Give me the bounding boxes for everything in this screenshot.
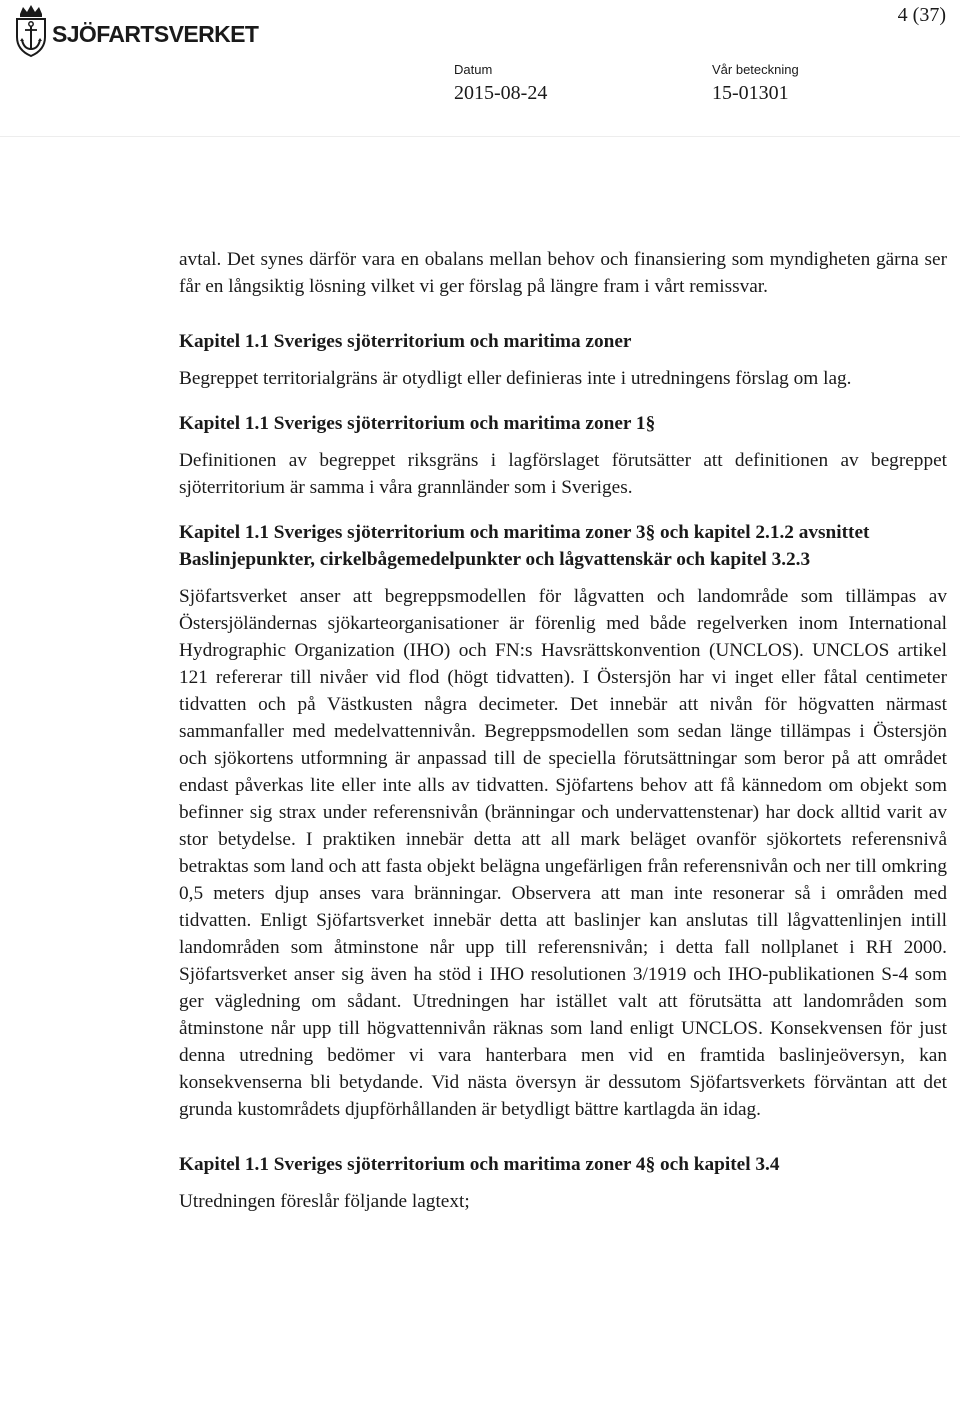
reference-label: Vår beteckning [712, 62, 799, 77]
section-heading-3: Kapitel 1.1 Sveriges sjöterritorium och maritima zoner 3§ och kapitel 2.1.2 avsnittet Baslinjepunkter, cirkelbågemedelpunkter och lågvattenskär och kapitel 3.2.3 [179, 522, 870, 570]
section-text-3: Sjöfartsverket anser att begreppsmodellen för lågvatten och landområde som tillämpas av Östersjöländernas sjökarteorganisationer är förenlig med både regelverken inom International Hydrographic Organization (IHO) och FN:s Havsrättskonvention (UNCLOS). UNCLOS artikel 121 refererar till nivåer vid flod (högt tidvatten). I Östersjön har vi inget eller fåtal centimeter tidvatten och på Västkusten några decimeter. Det innebär att nivån för högvatten närmast sammanfaller med medelvattennivån. Begreppsmodellen som sedan länge tillämpas i Östersjön och sjökortens utformning är anpassad till de speciella förutsättningar som beror på att området endast påverkas lite eller inte alls av tidvatten. Sjöfartens behov att få kännedom om objekt som befinner sig strax under referensnivån (bränningar och undervattenstenar) har dock alltid varit av stor betydelse. I praktiken innebär detta att all mark beläget ovanför sjökortets referensnivå betraktas som land och att fasta objekt belägna ungefärligen från referensnivån och ner till omkring 0,5 meters djup anses vara bränningar. Observera att man inte resonerar så i områden med tidvatten. Enligt Sjöfartsverket innebär detta att baslinjer kan anslutas till lågvattenlinjen intill landområden som åtminstone når upp till referensnivån; i detta fall nollplanet i RH 2000. Sjöfartsverket anser sig även ha stöd i IHO resolutionen 3/1919 och IHO-publikationen S-4 som ger vägledning om sådant. Utredningen har istället valt att förutsätta att landområden som åtminstone når upp till högvattennivån räknas som land enligt UNCLOS. Konsekvensen för just denna utredning bedömer vi vara hanterbara men vid en framtida baslinjeöversyn, kan konsekvenserna bli betydande. Vid nästa översyn är dessutom Sjöfartsverkets förväntan att det grunda kustområdets djupförhållanden är betydligt bättre kartlagda än idag. [179, 586, 947, 1120]
document-header [0, 0, 960, 118]
section-heading-4: Kapitel 1.1 Sveriges sjöterritorium och maritima zoner 4§ och kapitel 3.4 [179, 1154, 780, 1175]
date-block [454, 62, 547, 105]
section-text-4: Utredningen föreslår följande lagtext; [179, 1191, 470, 1212]
section-text-2: Definitionen av begreppet riksgräns i lagförslaget förutsätter att definitionen av begreppet sjöterritorium är samma i våra grannländer som i Sveriges. [179, 450, 947, 498]
reference-block [712, 62, 799, 105]
date-label: Datum [454, 62, 493, 77]
intro-paragraph: avtal. Det synes därför vara en obalans mellan behov och finansiering som myndigheten gärna ser får en långsiktig lösning vilket vi ger förslag på längre fram i vårt remissvar. [179, 249, 947, 297]
crown-anchor-emblem-icon [14, 4, 48, 58]
reference-value: 15-01301 [712, 82, 789, 104]
section-heading-1: Kapitel 1.1 Sveriges sjöterritorium och maritima zoner [179, 331, 632, 352]
logo-text: SJÖFARTSVERKET [52, 20, 259, 47]
section-heading-2: Kapitel 1.1 Sveriges sjöterritorium och maritima zoner 1§ [179, 413, 656, 434]
date-value: 2015-08-24 [454, 82, 548, 104]
logo [14, 4, 258, 58]
page-number: 4 (37) [897, 4, 946, 26]
section-text-1: Begreppet territorialgräns är otydligt eller definieras inte i utredningens förslag om lag. [179, 368, 852, 389]
header-divider [0, 136, 960, 137]
document-body [179, 246, 947, 1215]
